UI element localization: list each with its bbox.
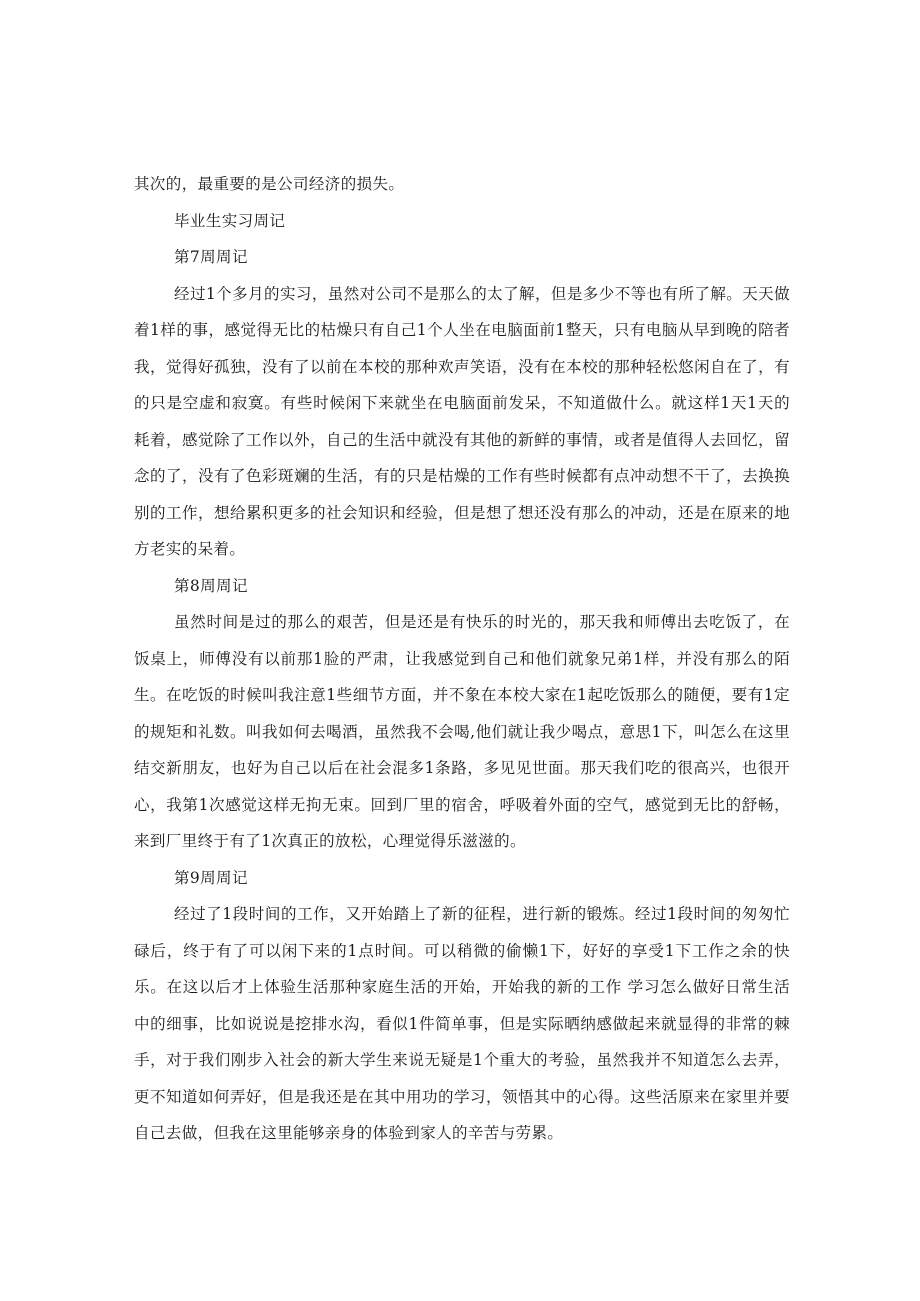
week-7-body: 经过1个多月的实习，虽然对公司不是那么的太了解，但是多少不等也有所了解。天天做着1样的事，感觉得无比的枯燥只有自己1个人坐在电脑面前1整天，只有电脑从早到晚的陪者我，觉得好孤独，没有了以前在本校的那种欢声笑语，没有在本校的那种轻松悠闲自在了，有的只是空虚和寂寞。有些时候闲下来就坐在电脑面前发呆，不知道做什么。就这样1天1天的耗着，感觉除了工作以外，自己的生活中就没有其他的新鲜的事情，或者是值得人去回忆，留念的了，没有了色彩斑斓的生活，有的只是枯燥的工作有些时候都有点冲动想不干了，去换换别的工作，想给累积更多的社会知识和经验，但是想了想还没有那么的冲动，还是在原来的地方老实的呆着。 xyxy=(134,284,790,558)
week-9-body: 经过了1段时间的工作，又开始踏上了新的征程，进行新的锻炼。经过1段时间的匆匆忙碌后，终于有了可以闲下来的1点时间。可以稍微的偷懒1下，好好的享受1下工作之余的快乐。在这以后才上体验生活那种家庭生活的开始，开始我的新的工作 学习怎么做好日常生活中的细事，比如说说是挖排水沟，看似1件简单事，但是实际晒纳感做起来就显得的非常的棘手，对于我们刚步入社会的新大学生来说无疑是1个重大的考验，虽然我并不知道怎么去弄，更不知道如何弄好，但是我还是在其中用功的学习，领悟其中的心得。这些活原来在家里并要自己去做，但我在这里能够亲身的体验到家人的辛苦与劳累。 xyxy=(134,905,790,1142)
document-page xyxy=(134,166,790,1152)
week-8-body: 虽然时间是过的那么的艰苦，但是还是有快乐的时光的，那天我和师傅出去吃饭了，在饭桌上，师傅没有以前那1脸的严肃，让我感觉到自己和他们就象兄弟1样，并没有那么的陌生。在吃饭的时候叫我注意1些细节方面，并不象在本校大家在1起吃饭那么的随便，要有1定的规矩和礼数。叫我如何去喝酒，虽然我不会喝,他们就让我少喝点，意思1下，叫怎么在这里结交新朋友，也好为自己以后在社会混多1条路，多见见世面。那天我们吃的很高兴，也很开心，我第1次感觉这样无拘无束。回到厂里的宿舍，呼吸着外面的空气，感觉到无比的舒畅，来到厂里终于有了1次真正的放松，心理觉得乐滋滋的。 xyxy=(134,613,790,850)
section-title: 毕业生实习周记 xyxy=(174,211,286,230)
week-8-heading: 第8周周记 xyxy=(174,576,248,595)
week-7-heading: 第7周周记 xyxy=(174,248,248,266)
paragraph-intro-tail: 其次的，最重要的是公司经济的损失。 xyxy=(134,175,405,193)
week-9-heading: 第9周周记 xyxy=(174,868,248,887)
